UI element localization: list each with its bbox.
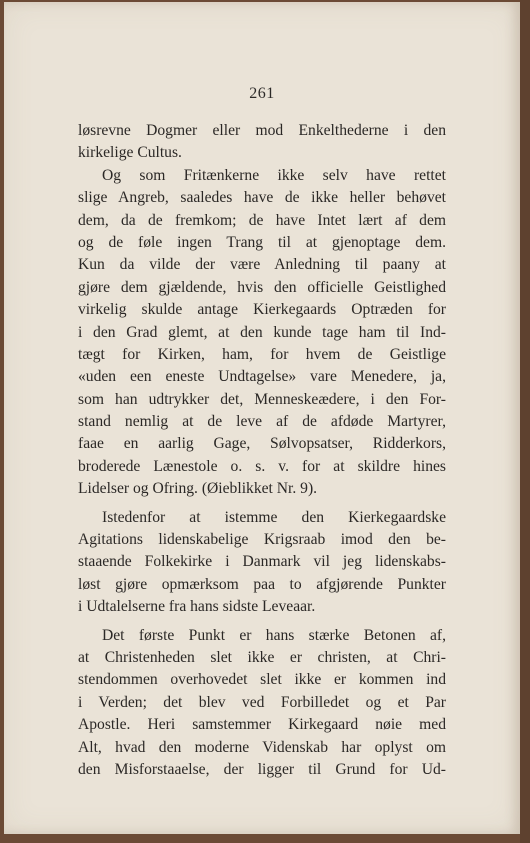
text-line: Kun da vilde der være Anledning til paany at [78, 256, 446, 274]
text-line: staaende Folkekirke i Danmark vil jeg lidenskabs- [78, 553, 446, 571]
text-line: i den Grad glemt, at den kunde tage ham til Ind- [78, 323, 446, 341]
text-line: i Udtalelserne fra hans sidste Leveaar. [78, 598, 316, 616]
paragraph [78, 120, 446, 165]
book-page [4, 2, 523, 834]
text-line: slige Angreb, saaledes have de ikke heller behøvet [78, 189, 446, 207]
text-line: Agitations lidenskabelige Krigsraab imod den be- [78, 531, 446, 549]
paragraph [78, 507, 446, 619]
body-text [78, 120, 446, 781]
text-line: gjøre dem gjældende, hvis den officielle Geistlighed [78, 278, 446, 296]
text-line: stand nemlig at de leve af de afdøde Martyrer, [78, 413, 446, 431]
text-line: den Misforstaaelse, der ligger til Grund for Ud- [78, 760, 446, 778]
text-line: faae en aarlig Gage, Sølvopsatser, Ridderkors, [78, 435, 446, 453]
book-edge [520, 0, 530, 843]
text-line: kirkelige Cultus. [78, 144, 182, 162]
text-line: Og som Fritænkerne ikke selv have rettet [102, 166, 446, 184]
text-line: Det første Punkt er hans stærke Betonen af, [102, 626, 446, 644]
page-number: 261 [249, 85, 275, 102]
text-line: «uden een eneste Undtagelse» vare Menedere, ja, [78, 368, 446, 386]
text-line: som han udtrykker det, Menneskeædere, i den For- [78, 390, 446, 408]
text-line: tægt for Kirken, ham, for hvem de Geistlige [78, 345, 446, 363]
text-line: at Christenheden slet ikke er christen, at Chri- [78, 648, 446, 666]
paragraph [78, 165, 446, 501]
paragraph [78, 625, 446, 782]
text-line: Istedenfor at istemme den Kierkegaardske [102, 508, 446, 526]
text-line: løsrevne Dogmer eller mod Enkelthederne i den [78, 122, 446, 139]
text-line: Alt, hvad den moderne Videnskab har oplyst om [78, 738, 446, 756]
text-line: dem, da de fremkom; de have Intet lært af dem [78, 211, 446, 229]
text-line: broderede Lænestole o. s. v. for at skildre hines [78, 457, 446, 475]
text-line: Lidelser og Ofring. (Øieblikket Nr. 9). [78, 480, 318, 498]
text-line: stendommen overhovedet slet ikke er kommen ind [78, 671, 446, 689]
text-line: og de føle ingen Trang til at gjenoptage dem. [78, 233, 446, 251]
text-line: i Verden; det blev ved Forbilledet og et Par [78, 693, 446, 711]
text-line: løst gjøre opmærksom paa to afgjørende Punkter [78, 575, 446, 593]
text-line: virkelig skulde antage Kierkegaards Optræden for [78, 301, 446, 319]
text-line: Apostle. Heri samstemmer Kirkegaard nøie med [78, 716, 446, 734]
